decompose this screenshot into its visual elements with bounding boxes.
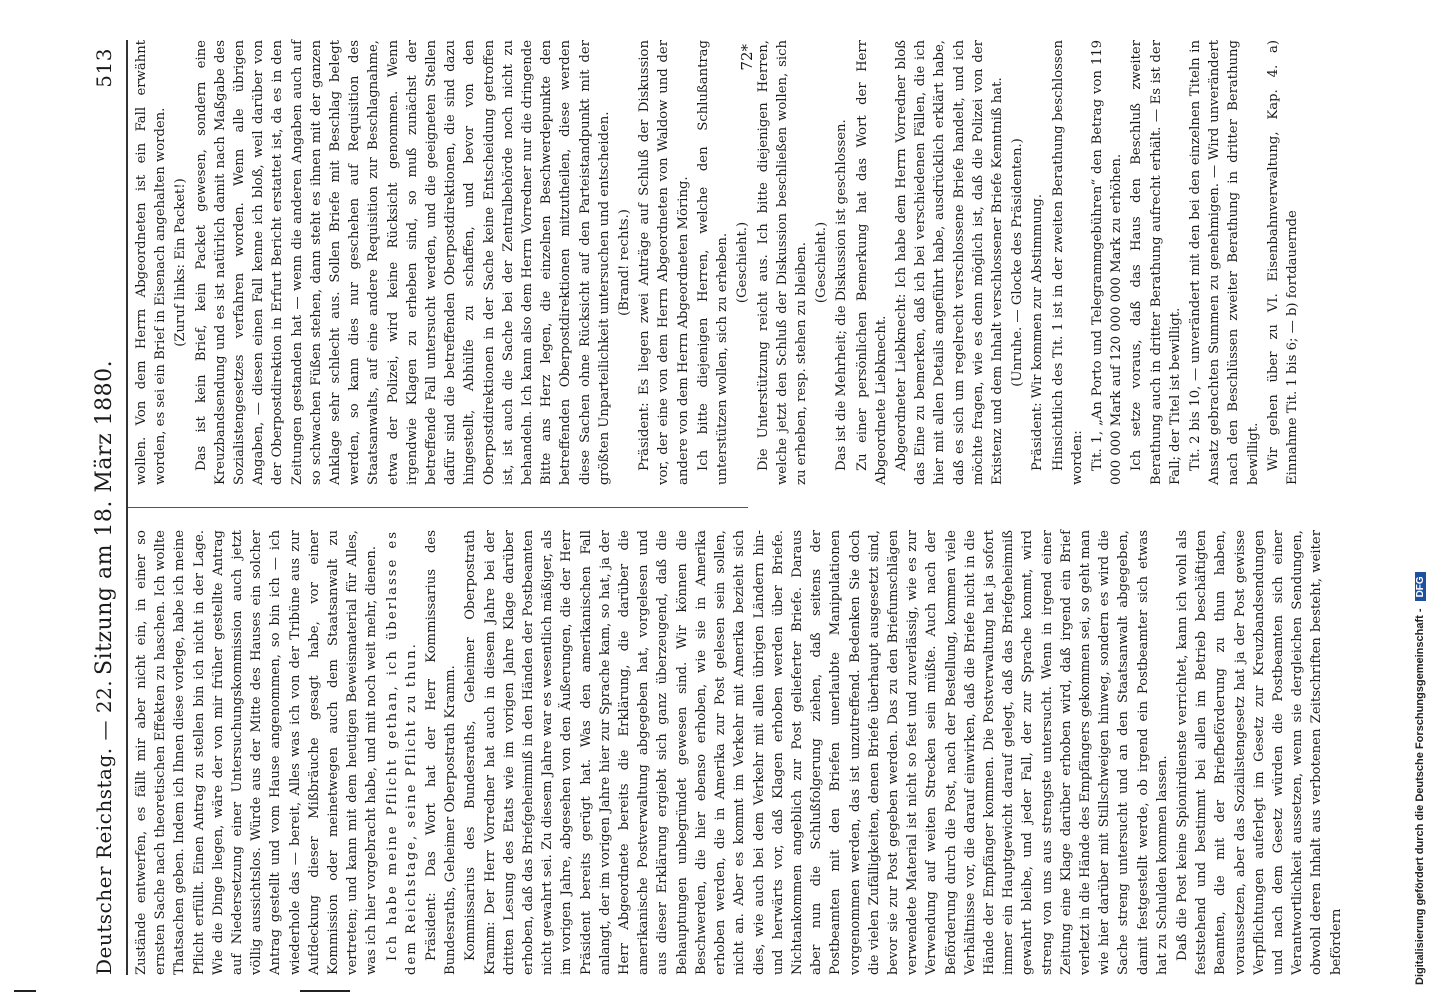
interjection: (Geschieht.) xyxy=(814,221,830,304)
interjection: (Unruhe. — Glocke des Präsidenten.) xyxy=(1010,138,1026,387)
paragraph: Präsident: Es liegen zwei Anträge auf Schluß der Diskussion vor, der eine von dem Herrn Abgeordneten von Waldow und der andere von dem Herrn Abgeordneten Möring. xyxy=(637,40,691,485)
paragraph: Ich setze voraus, daß das Haus den Beschluß zweiter Berathung auch in dritter Berathung aufrecht erhält. — Es ist der Fall; der Titel ist bewilligt. xyxy=(1129,40,1183,485)
scan-mark xyxy=(300,990,350,992)
sheet-mark: 72* xyxy=(738,44,756,71)
interjection: (Zuruf links: Ein Packet!) xyxy=(173,178,189,347)
paragraph: Zustände entwerfen, es fällt mir aber nicht ein, in einer so ernsten Sache nach theoretischen Effekten zu haschen. Ich wollte Thatsachen geben. Indem ich Ihnen diese vorlege, habe ich meine Pflicht erfüllt. Einen Antrag zu stellen bin ich nicht in der Lage. Wie die Dinge liegen, wäre der von mir früher gestellte Antrag auf Niedersetzung einer Untersuchungskommission auch jetzt völlig aussichtslos. Würde aus der Mitte des Hauses ein solcher Antrag gestellt und vom Hause angenommen, so bin ich — ich wiederhole das — bereit, Alles was ich von der Tribüne aus zur Aufdeckung dieser Mißbräuche gesagt habe, vor einer Kommission oder meinetwegen auch dem Staatsanwalt zu vertreten; und kann mit dem heutigen Beweismaterial für Alles, was ich hier vorgebracht habe, und mit noch weit mehr, dienen. xyxy=(134,530,380,975)
paragraph: wollen. Von dem Herrn Abgeordneten ist ein Fall erwähnt worden, es sei ein Brief in Eisenach angehalten worden. xyxy=(134,40,169,485)
dfg-funding-note xyxy=(1414,0,1434,985)
paragraph: Präsident: Wir kommen zur Abstimmung. xyxy=(1030,194,1046,471)
paragraph: Daß die Post keine Spionirdienste verrichtet, kann ich wohl als feststehend und bestimmt bei allen im Betrieb beschäftigten Beamten, die mit der Briefbeförderung zu thun haben, voraussetzen, aber das Sozialistengesetz hat ja der Post gewisse Verpflichtungen auferlegt im Gesetz zur Kreuzbandsendungen und nach dem Gesetz würden die Postbeamten sich einer Verantwortlichkeit aussetzen, wenn sie dergleichen Sendungen, obwohl deren Inhalt aus verbotenen Zeitschriften besteht, weiter befördern xyxy=(1174,530,1344,975)
scan-mark xyxy=(14,990,36,992)
paragraph: Ich bitte diejenigen Herren, welche den Schlußantrag unterstützen wollen, sich zu erheben. xyxy=(695,40,731,485)
header-page-number: 513 xyxy=(92,48,116,88)
paragraph: Zu einer persönlichen Bemerkung hat das Wort der Herr Abgeordnete Liebknecht. xyxy=(854,40,889,485)
rotated-newspaper-page xyxy=(88,40,1393,975)
paragraph: Ich habe meine Pflicht gethan, ich überlasse es dem Reichstage, seine Pflicht zu thun. xyxy=(384,530,419,975)
interjection: (Geschieht.) xyxy=(735,221,751,304)
interjection: (Brand! rechts.) xyxy=(617,209,633,316)
running-head xyxy=(88,40,124,975)
paragraph: Abgeordneter Liebknecht: Ich habe dem Herrn Vorredner bloß das Eine zu bemerken, daß ich bei verschiedenen Fällen, die ich hier mit allen Details angeführt habe, ausdrücklich erklärt habe, daß es sich um regelrecht verschlossene Briefe handelt, und ich möchte fragen, wie es denn möglich ist, daß die Polizei von der Existenz und dem Inhalt verschlossener Briefe Kenntniß hat. xyxy=(893,40,1005,485)
paragraph: Tit. 1, „An Porto und Telegrammgebühren“ den Betrag von 119 000 000 Mark auf 120 000 000 Mark zu erhöhen. xyxy=(1089,40,1125,485)
left-column xyxy=(132,530,1344,975)
paragraph: Das ist die Mehrheit; die Diskussion ist geschlossen. xyxy=(834,119,850,471)
paragraph: Hinsichtlich des Tit. 1 ist in der zweiten Berathung beschlossen worden: xyxy=(1050,40,1085,485)
column-separator xyxy=(128,507,748,508)
dfg-note-text: Digitalisierung gefördert durch die Deutsche Forschungsgemeinschaft - xyxy=(1414,608,1426,985)
paragraph: Tit. 2 bis 10, — unverändert mit den bei den einzelnen Titeln in Ansatz gebrachten Summen zu genehmigen. — Wird unverändert nach den Beschlüssen zweiter Berathung in dritter Berathung bewilligt. xyxy=(1187,40,1261,485)
paragraph: Das ist kein Brief, kein Packet gewesen, sondern eine Kreuzbandsendung und es ist natürlich damit nach Maßgabe des Sozialistengesetzes verfahren worden. Wenn alle übrigen Angaben, — diesen einen Fall kenne ich bloß, weil darüber von der Oberpostdirektion in Erfurt Bericht erstattet ist, da es in den Zeitungen gestanden hat — wenn die anderen Angaben auch auf so schwachen Füßen stehen, dann steht es ihnen mit der ganzen Anklage sehr schlecht aus. Sollen Briefe mit Beschlag belegt werden, so kann dies nur geschehen auf Requisition des Staatsanwalts, auf eine andere Requisition zur Beschlagnahme, etwa der Polizei, wird keine Rücksicht genommen. Wenn irgendwie Klagen zu erheben sind, so muß zunächst der betreffende Fall untersucht werden, und die geeigneten Stellen dafür sind die betreffenden Oberpostdirektionen, die sind dazu hingestellt, Abhülfe zu schaffen, und bevor von den Oberpostdirektionen in der Sache keine Entscheidung getroffen ist, ist auch die Sache bei der Zentralbehörde noch nicht zu behandeln. Ich kann also dem Herrn Vorredner nur die dringende Bitte ans Herz legen, die einzelnen Beschwerdepunkte den betreffenden Oberpostdirektionen mitzutheilen, diese werden diese Sachen ohne Rücksicht auf den Parteistandpunkt mit der größten Unparteilichkeit untersuchen und entscheiden. xyxy=(193,40,612,485)
paragraph: Präsident: Das Wort hat der Herr Kommissarius des Bundesraths, Geheimer Oberpostrath Kramm. xyxy=(424,530,459,975)
right-column xyxy=(132,40,1300,485)
header-session-date: Sitzung am 18. März 1880. xyxy=(92,359,117,675)
dfg-logo-icon: DFG xyxy=(1415,572,1426,601)
paragraph: Kommissarius des Bundesraths, Geheimer Oberpostrath Kramm: Der Herr Vorredner hat auch in diesem Jahre bei der dritten Lesung des Etats wie im vorigen Jahre Klage darüber erhoben, daß das Briefgeheimniß in den Händen der Postbeamten nicht gewahrt sei. Zu diesem Jahre war es wesentlich mäßiger, als im vorigen Jahre, abgesehen von den Äußerungen, die der Herr Präsident bereits gerügt hat. Was den amerikanischen Fall anlangt, der im vorigen Jahre hier zur Sprache kam, so hat, ja der Herr Abgeordnete bereits die Erklärung, die darüber die amerikanische Postverwaltung abgegeben hat, vorgelesen und aus dieser Erklärung ergiebt sich ganz überzeugend, daß die Behauptungen unbegründet gewesen sind. Wir können die Beschwerden, die hier ebenso erhoben, wie sie in Amerika erhoben werden, die in Amerika zur Post gelesen sein sollen, nicht an. Aber es kommt im Verkehr mit Amerika bezieht sich dies, wie auch bei dem Verkehr mit allen übrigen Ländern hin- und herwärts vor, daß Klagen erhoben werden über Briefe. Nichtankommen angeblich zur Post gelieferter Briefe. Daraus aber nun die Schlußfolgerung ziehen, daß seitens der Postbeamten mit den Briefen unerlaubte Manipulationen vorgenommen werden, das ist unzutreffend. Bedenken Sie doch die vielen Zufälligkeiten, denen Briefe überhaupt ausgesetzt sind, bevor sie zur Post gegeben werden. Das zu den Briefumschlägen verwendete Material ist nicht so fest und zuverlässig, wie es zur Verwendung auf weiten Strecken sein müßte. Auch nach der Beförderung durch die Post, nach der Bestellung, kommen viele Verhältnisse vor, die darauf einwirken, daß die Briefe nicht in die Hände der Empfänger kommen. Die Postverwaltung hat ja sofort immer ein Hauptgewicht darauf gelegt, daß das Briefgeheimniß gewahrt bleibe, und jeder Fall, der zur Sprache kommt, wird streng von uns aus strengste untersucht. Wenn in irgend einer Zeitung eine Klage darüber erhoben wird, daß irgend ein Brief verletzt in die Hände des Empfängers gekommen sei, so geht man wie hier darüber mit Stillschweigen hinweg, sondern es wird die Sache streng untersucht und an den Staatsanwalt abgegeben, damit festgestellt werde, ob irgend ein Postbeamter sich etwas hat zu Schulden kommen lassen. xyxy=(463,530,1170,975)
header-publication: Deutscher Reichstag. — 22. xyxy=(92,679,116,975)
paragraph: Die Unterstützung reicht aus. Ich bitte diejenigen Herren, welche jetzt den Schluß der Diskussion beschließen wollen, sich zu erheben, resp. stehen zu bleiben. xyxy=(755,40,809,485)
paragraph: Wir gehen über zu VI. Eisenbahnverwaltung, Kap. 4. a) Einnahme Tit. 1 bis 6; — b) fortdauernde xyxy=(1265,40,1300,485)
